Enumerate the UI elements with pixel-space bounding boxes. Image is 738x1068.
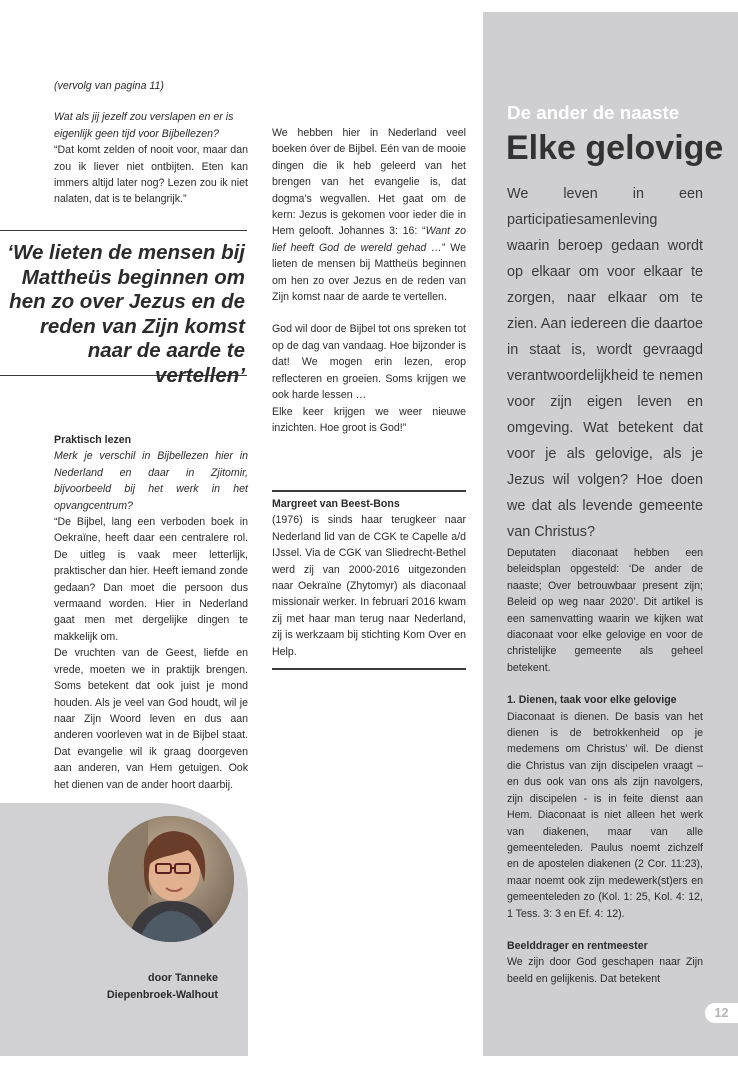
right-column-body [507,545,703,987]
middle-column [272,125,466,436]
middle-paragraph-2: God wil door de Bijbel tot ons spreken tot op de dag van vandaag. Hoe bijzonder is dat! We mogen erin lezen, erop reflecteren en groeien. Soms krijgen we ook harde lessen … [272,323,466,402]
interview-answer-3: De vruchten van de Geest, liefde en vrede, moeten we in praktijk brengen. Soms betekent dat ook juist je mond houden. Als je veel van God houdt, wil je naar Zijn Woord leven en dus aan anderen voorleven wat in de Bijbel staat. Dat evangelie wil ik graag doorgeven aan anderen, van Hem getuigen. Ook het dienen van de ander hoort daarbij. [54,647,248,791]
right-paragraph-3: We zijn door God geschapen naar Zijn beeld en gelijkenis. Dat betekent [507,956,703,985]
right-subhead-2: Beelddrager en rentmeester [507,939,648,952]
bio-text: (1976) is sinds haar terugkeer naar Nederland lid van de CGK te Capelle a/d IJssel. Via de CGK van Sliedrecht-Bethel werd zij van 2000-2016 uitgezonden naar Oekraïne (Zhytomyr) als diaconaal missionair werker. In februari 2016 kwam zij met haar man terug naar Nederland, zij is werkzaam bij stichting Kom Over en Help. [272,514,466,658]
article-headline: Elke gelovige [506,129,724,167]
middle-paragraph-3: Elke keer krijgen we weer nieuwe inzichten. Hoe groot is God!” [272,405,466,434]
interview-answer-1: “Dat komt zelden of nooit voor, maar dan zou ik liever niet ontbijten. Eten kan immers altijd later nog? Lezen zou ik niet nalaten, dat is te belangrijk.” [54,144,248,206]
right-paragraph-2: Diaconaat is dienen. De basis van het dienen is de betrokkenheid op je medemens om Christus’ wil. De dienst die Christus van zijn discipelen vraagt – en dus ook van ons als zijn navolgers, zijn discipelen - is in feite dienst aan Hem. Diaconaat is niet alleen het werk van diakenen, maar van alle gemeenteleden. Paulus noemt zichzelf en de apostelen diakenen (2 Cor. 11:23), maar noemt ook zijn medewerk(st)ers en gemeenteleden zo (Kol. 1: 25, Kol. 4: 12, 1 Tess. 3: 3 en Ef. 4: 12). [507,710,703,920]
bio-top-rule [272,490,466,492]
article-intro: We leven in een participatiesamenleving waarin beroep gedaan wordt op elkaar om voor elkaar te zorgen, naar elkaar om te zien. Aan iedereen die daartoe in staat is, wordt gevraagd verantwoordelijkheid te nemen voor zijn eigen leven en omgeving. Wat betekent dat voor je als gelovige, als je Jezus wil volgen? Hoe doen we dat als levende gemeente van Christus? [507,186,703,540]
left-column-bottom [54,432,248,793]
left-column-top [54,78,248,208]
section-kicker: De ander de naaste [507,102,680,123]
right-paragraph-1: Deputaten diaconaat hebben een beleidsplan opgesteld: ‘De ander de naaste; Over betrouwbaar present zijn; Beleid op weg naar 2020’. Dit artikel is een samenvatting waarin we kijken wat diaconaat voor elke gelovige en voor de christelijke gemeente als geheel betekent. [507,547,703,674]
middle-paragraph-1: We hebben hier in Nederland veel boeken óver de Bijbel. Eén van de mooie dingen die ik heb geleerd van het brengen van het evangelie is, dat dogma’s wegvallen. Het gaat om de kern: Jezus is gekomen voor ieder die in Hem gelooft. Johannes 3: 16: “Want zo lief heeft God de wereld gehad …” We lieten de mensen bij Mattheüs beginnen om hen zo over Jezus en de reden van Zijn komst naar de aarde te vertellen. [272,127,467,304]
author-byline: door Tanneke Diepenbroek-Walhout [106,972,218,1001]
interview-question-1: Wat als jij jezelf zou verslapen en er is eigenlijk geen tijd voor Bijbellezen? [54,111,234,140]
bio-bottom-rule [272,668,466,670]
pull-quote-text: ‘We lieten de mensen bij Mattheüs beginnen om hen zo over Jezus en de reden van Zijn komst naar de aarde te vertellen’ [7,241,245,387]
author-photo [108,816,234,942]
interview-question-2: Merk je verschil in Bijbellezen hier in Nederland en daar in Zjitomir, bijvoorbeeld bij het werk in het opvangcentrum? [54,450,248,512]
pull-quote [0,230,247,387]
right-subhead-1: 1. Dienen, taak voor elke gelovige [507,694,677,707]
author-bio [272,496,466,660]
author-portrait-icon [108,816,234,942]
subhead-praktisch-lezen: Praktisch lezen [54,434,132,446]
continuation-note: (vervolg van pagina 11) [54,80,164,92]
bio-name: Margreet van Beest-Bons [272,498,400,510]
interview-answer-2: “De Bijbel, lang een verboden boek in Oekraïne, heeft daar een centralere rol. De uitleg is vaak meer letterlijk, praktischer dan hier. Heeft iemand zonde gedaan? Dan moet die persoon dus vermaand worden. Hier in Nederland gaat men met dergelijke dingen te makkelijk om. [54,516,248,643]
page-number: 12 [705,1003,738,1023]
